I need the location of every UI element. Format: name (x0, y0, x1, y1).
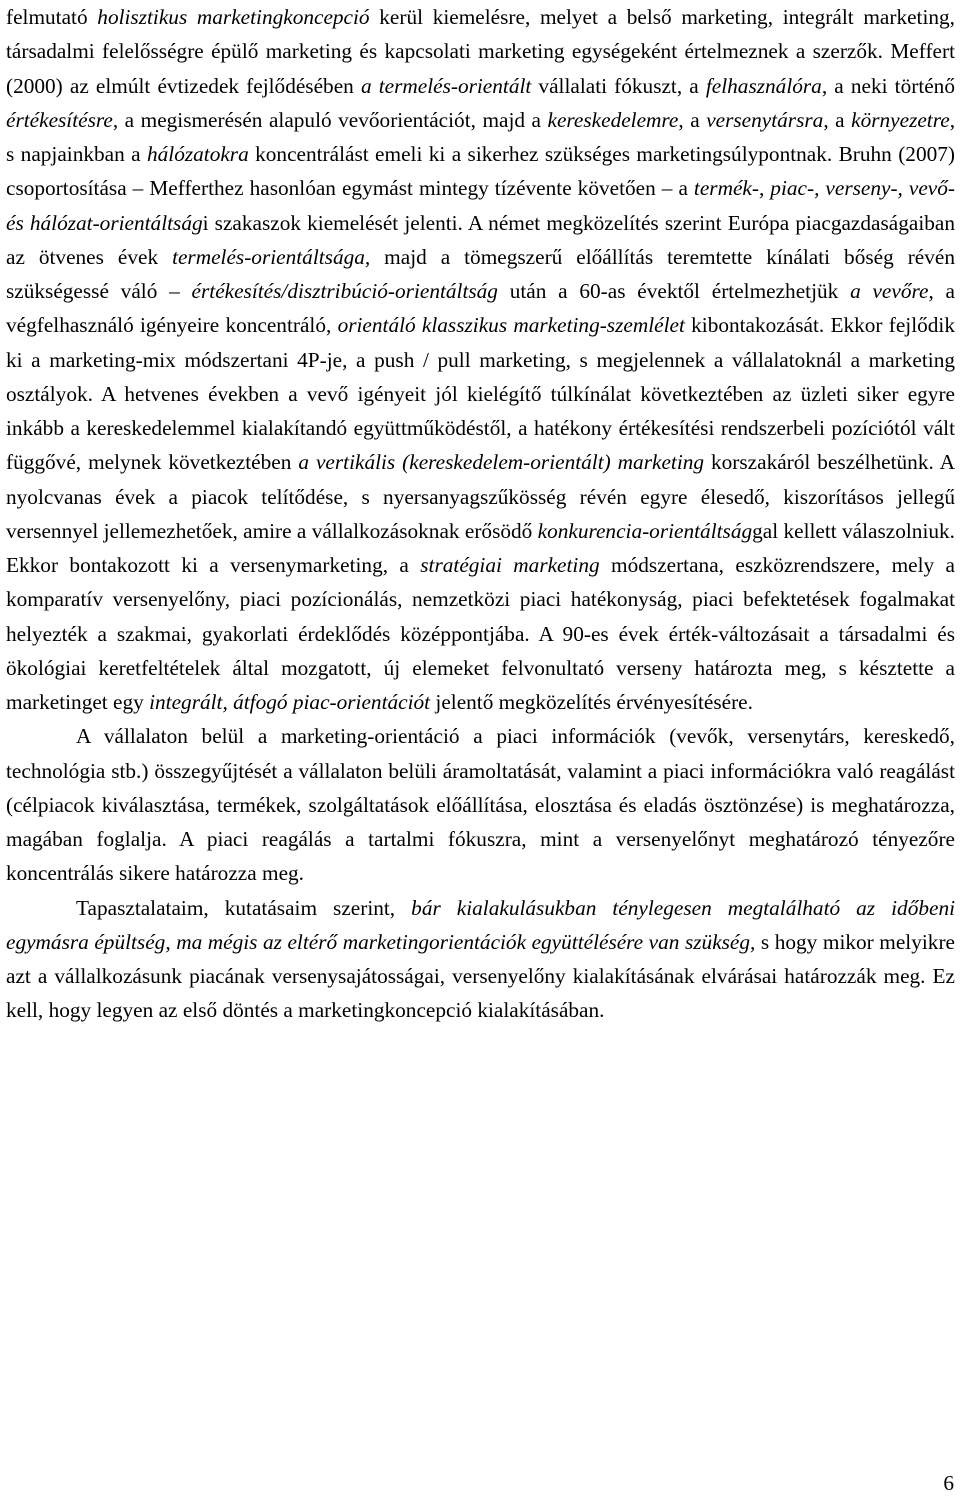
italic-text-segment: termék-, piac-, verseny-, vevő- és hálózat-orientáltság (6, 176, 955, 235)
italic-text-segment: értékesítésre (6, 107, 113, 132)
italic-text-segment: a termelés-orientált (360, 73, 532, 98)
italic-text-segment: a vevőre (850, 279, 929, 303)
italic-text-segment: a vertikális (kereskedelem-orientált) marketing (298, 450, 705, 475)
text-segment: , s napjainkban a (6, 107, 956, 166)
text-segment: majd a tömegszerű előállítás teremtette kínálati bőség révén szükségessé váló – (6, 244, 955, 303)
italic-text-segment: kereskedelemre (547, 107, 679, 132)
italic-text-segment: stratégiai marketing (420, 553, 600, 577)
italic-text-segment: termelés-orientáltsága, (172, 244, 371, 269)
page-number: 6 (943, 1471, 954, 1495)
text-segment: , a megismerésén alapuló vevőorientációt, majd a (112, 107, 548, 132)
italic-text-segment: holisztikus marketingkoncepció (97, 5, 370, 29)
text-segment: , a (823, 107, 852, 132)
paragraph-2 (6, 719, 955, 890)
italic-text-segment: orientáló klasszikus marketing-szemlélet (337, 313, 685, 338)
italic-text-segment: integrált, átfogó piac-orientációt (149, 690, 431, 714)
text-segment: gal kellett válaszolniuk. Ekkor bontakozott ki a versenymarketing, a (6, 518, 955, 577)
italic-text-segment: környezetre (851, 107, 950, 132)
text-segment: Tapasztalataim, kutatásaim szerint, (76, 895, 412, 920)
text-segment: után a 60-as évektől értelmezhetjük (497, 279, 851, 303)
text-segment: A vállalaton belül a marketing-orientáció a piaci információk (vevők, versenytárs, kereskedő, technológia stb.) összegyűjtését a vállalaton belüli áramoltatását, valamint a piaci információkra való reagálást (célpiacok kiválasztása, termékek, szolgáltatások előállítása, elosztása és eladás ösztönzése) is meghatározza, magában foglalja. A piaci reagálás a tartalmi fókuszra, mint a versenyelőnyt meghatározó tényezőre koncentrálás sikere határozza meg. (6, 724, 955, 886)
text-segment: i szakaszok kiemelését jelenti. A német megközelítés szerint Európa piacgazdaságaiban az ötvenes évek (6, 210, 955, 269)
paragraph-3 (6, 891, 955, 1028)
text-segment: jelentő megközelítés érvényesítésére. (430, 690, 753, 714)
italic-text-segment: értékesítés/disztribúció-orientáltság (191, 279, 498, 303)
document-body (6, 0, 955, 1028)
text-segment: korszakáról beszélhetünk. A nyolcvanas évek a piacok telítődése, s nyersanyagszűkösség révén egyre élesedő, kiszorításos jellegű versennyel jellemezhetőek, amire a vállalkozásoknak erősödő (6, 450, 955, 543)
text-segment: felmutató (6, 5, 98, 29)
italic-text-segment: bár kialakulásukban ténylegesen megtalálható az időbeni egymásra épültség, ma mégis az eltérő marketingorientációk együttélésére van szükség, (6, 895, 956, 954)
italic-text-segment: hálózatokra (146, 142, 249, 166)
text-segment: vállalati fókuszt, a (531, 73, 706, 98)
paragraph-1 (6, 0, 955, 719)
italic-text-segment: konkurencia-orientáltság (537, 518, 753, 543)
text-segment: , a (678, 107, 707, 132)
text-segment: koncentrálást emeli ki a sikerhez szükséges marketingsúlypontnak. Bruhn (2007) csoportosítása – Mefferthez hasonlóan egymást mintegy tízévente követően – a (6, 142, 955, 201)
text-segment: kerül kiemelésre, melyet a belső marketing, integrált marketing, társadalmi felelősségre épülő marketing és kapcsolati marketing egységeként értelmeznek a szerzők. Meffert (2000) az elmúlt évtizedek fejlődésében (6, 5, 955, 98)
italic-text-segment: felhasználóra (705, 73, 822, 98)
italic-text-segment: versenytársra (706, 107, 824, 132)
text-segment: módszertana, eszközrendszere, mely a komparatív versenyelőny, piaci pozícionálás, nemzetközi piaci hatékonyság, piaci befektetések fogalmakat helyezték a szakmai, gyakorlati érdeklődés középpontjába. A 90-es évek érték-változásait a társadalmi és ökológiai keretfeltételek által mozgatott, új elemeket felvonultató verseny határozta meg, s késztette a marketinget egy (6, 553, 956, 714)
text-segment: kibontakozását. Ekkor fejlődik ki a marketing-mix módszertani 4P-je, a push / pull marketing, s megjelennek a vállalatoknál a marketing osztályok. A hetvenes években a vevő igényeit jól kielégítő túlkínálat következtében az üzleti siker egyre inkább a kereskedelemmel kialakítandó együttműködéstől, a hatékony értékesítési rendszerbeli pozíciótól vált függővé, melynek következtében (6, 313, 955, 475)
text-segment: s hogy mikor melyikre azt a vállalkozásunk piacának versenysajátosságai, versenyelőny kialakításának elvárásai határozzák meg. Ez kell, hogy legyen az első döntés a marketingkoncepció kialakításában. (6, 929, 955, 1023)
text-segment: , a végfelhasználó igényeire koncentráló, (6, 279, 956, 338)
text-segment: , a neki történő (821, 73, 955, 98)
